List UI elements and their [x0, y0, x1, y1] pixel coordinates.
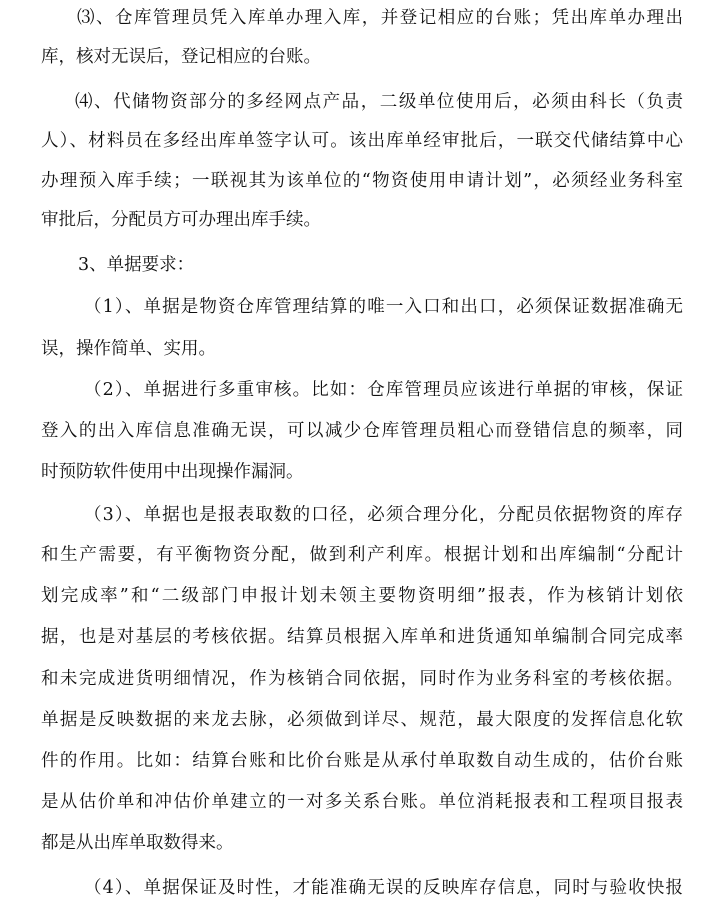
paragraph-line: （2）、单据进行多重审核。比如：仓库管理员应该进行单据的审核，保证: [84, 380, 683, 400]
paragraph-line: ⑷、代储物资部分的多经网点产品，二级单位使用后，必须由科长（负责: [75, 92, 683, 112]
paragraph-line: 都是从出库单取数得来。: [41, 833, 234, 853]
paragraph-line: 件的作用。比如：结算台账和比价台账是从承付单取数自动生成的，估价台账: [41, 751, 683, 771]
section-heading: 3、单据要求：: [78, 255, 195, 275]
paragraph-line: 办理预入库手续；一联视其为该单位的“物资使用申请计划”，必须经业务科室: [41, 171, 683, 191]
paragraph-line: （3）、单据也是报表取数的口径，必须合理分化，分配员依据物资的库存: [84, 505, 683, 525]
paragraph-line: 登入的出入库信息准确无误，可以减少仓库管理员粗心而登错信息的频率，同: [41, 421, 683, 441]
paragraph-line: ⑶、仓库管理员凭入库单办理入库，并登记相应的台账；凭出库单办理出: [77, 8, 683, 28]
paragraph-line: 是从估价单和冲估价单建立的一对多关系台账。单位消耗报表和工程项目报表: [41, 792, 683, 812]
paragraph-line: 单据是反映数据的来龙去脉，必须做到详尽、规范，最大限度的发挥信息化软: [41, 710, 683, 730]
paragraph-line: 和生产需要，有平衡物资分配，做到利产利库。根据计划和出库编制“分配计: [41, 545, 683, 565]
paragraph-line: 据，也是对基层的考核依据。结算员根据入库单和进货通知单编制合同完成率: [41, 627, 683, 647]
paragraph-line: 误，操作简单、实用。: [41, 339, 216, 359]
paragraph-line: 和未完成进货明细情况，作为核销合同依据，同时作为业务科室的考核依据。: [41, 669, 683, 689]
paragraph-line: （4）、单据保证及时性，才能准确无误的反映库存信息，同时与验收快报: [84, 878, 683, 898]
paragraph-line: 审批后，分配员方可办理出库手续。: [41, 210, 321, 230]
paragraph-line: 库，核对无误后，登记相应的台账。: [41, 47, 321, 67]
paragraph-line: 划完成率”和“二级部门申报计划未领主要物资明细”报表，作为核销计划依: [41, 586, 683, 606]
paragraph-line: 人）、材料员在多经出库单签字认可。该出库单经审批后，一联交代储结算中心: [41, 131, 683, 151]
paragraph-line: 时预防软件使用中出现操作漏洞。: [41, 462, 304, 482]
paragraph-line: （1）、单据是物资仓库管理结算的唯一入口和出口，必须保证数据准确无: [84, 297, 683, 317]
